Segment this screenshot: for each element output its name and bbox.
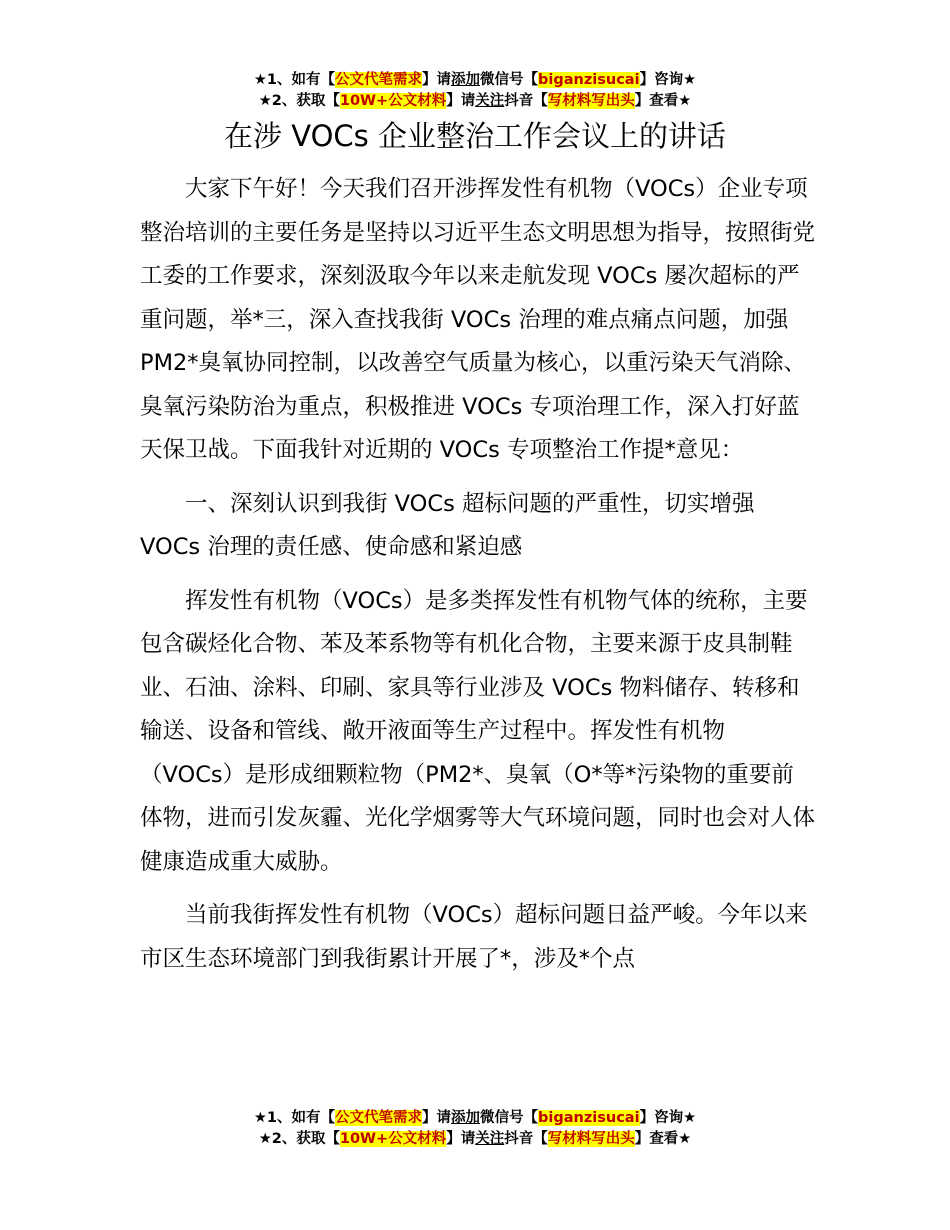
highlight-douyin-account: 写材料写出头 [547,1131,635,1147]
underlined-follow: 关注 [475,1131,505,1147]
footer-banner-line-1: ★1、如有【公文代笔需求】请添加微信号【biganzisucai】咨询★ [253,1110,697,1126]
document-title: 在涉 VOCs 企业整治工作会议上的讲话 [224,119,726,153]
highlight-ghostwriting: 公文代笔需求 [335,72,423,88]
footer-banner [0,1108,950,1150]
header-banner [0,70,950,112]
footer-banner-line-2: ★2、获取【10W+公文材料】请关注抖音【写材料写出头】查看★ [258,1131,692,1147]
highlight-materials: 10W+公文材料 [339,93,447,109]
paragraph-vocs-definition: 挥发性有机物（VOCs）是多类挥发性有机物气体的统称，主要包含碳烃化合物、苯及苯系物等有机化合物，主要来源于皮具制鞋业、石油、涂料、印刷、家具等行业涉及 VOCs 物料储存、转移和输送、设备和管线、敞开液面等生产过程中。挥发性有机物（VOCs）是形成细颗粒物（PM2*、臭氧（O*等*污染物的重要前体物，进而引发灰霾、光化学烟雾等大气环境问题，同时也会对人体健康造成重大威胁。 [140,587,816,875]
paragraph-current-situation: 当前我街挥发性有机物（VOCs）超标问题日益严峻。今年以来市区生态环境部门到我街累计开展了*，涉及*个点 [140,902,808,972]
header-banner-line-2: ★2、获取【10W+公文材料】请关注抖音【写材料写出头】查看★ [258,93,692,109]
highlight-ghostwriting: 公文代笔需求 [335,1110,423,1126]
highlight-wechat-id: biganzisucai [538,72,640,88]
highlight-wechat-id: biganzisucai [538,1110,640,1126]
underlined-add: 添加 [451,72,481,88]
highlight-douyin-account: 写材料写出头 [547,93,635,109]
underlined-follow: 关注 [475,93,505,109]
document-body [140,168,816,981]
paragraph-intro: 大家下午好！今天我们召开涉挥发性有机物（VOCs）企业专项整治培训的主要任务是坚持以习近平生态文明思想为指导，按照街党工委的工作要求，深刻汲取今年以来走航发现 VOCs 屡次超标的严重问题，举*三，深入查找我街 VOCs 治理的难点痛点问题，加强 PM2*臭氧协同控制，以改善空气质量为核心，以重污染天气消除、臭氧污染防治为重点，积极推进 VOCs 专项治理工作，深入打好蓝天保卫战。下面我针对近期的 VOCs 专项整治工作提*意见： [140,176,816,463]
paragraph-section-heading-1: 一、深刻认识到我街 VOCs 超标问题的严重性，切实增强 VOCs 治理的责任感、使命感和紧迫感 [140,490,755,560]
highlight-materials: 10W+公文材料 [339,1131,447,1147]
header-banner-line-1: ★1、如有【公文代笔需求】请添加微信号【biganzisucai】咨询★ [253,72,697,88]
underlined-add: 添加 [451,1110,481,1126]
